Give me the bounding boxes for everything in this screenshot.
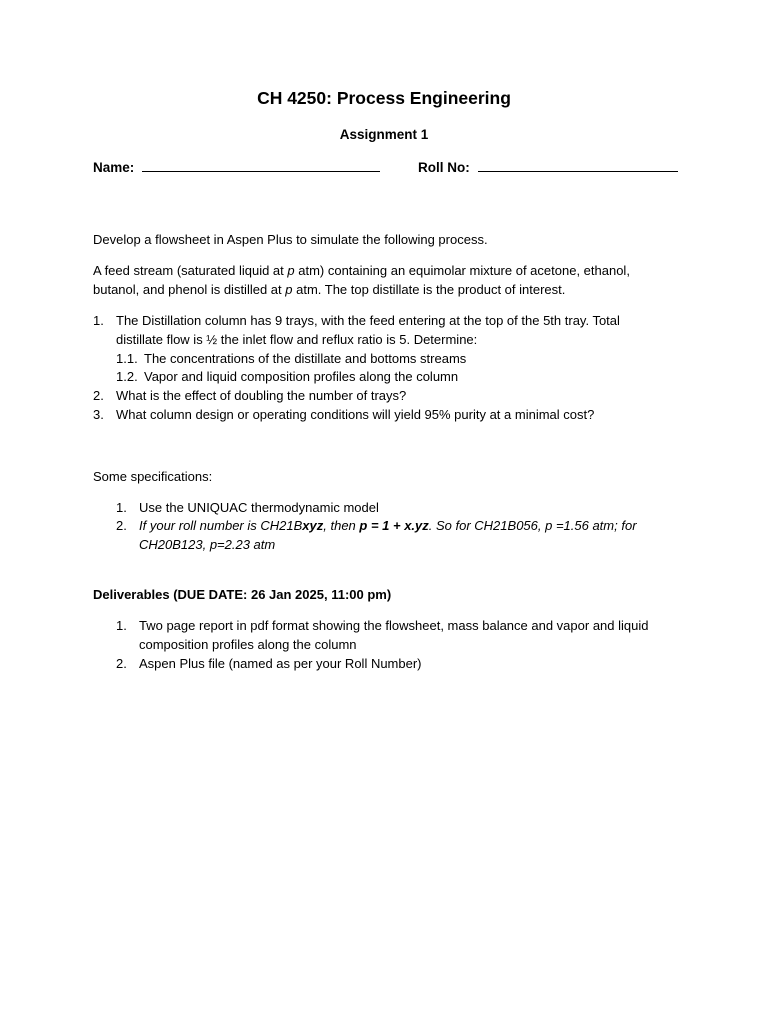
deliverable-number: 2. — [116, 656, 127, 671]
deliverable-number: 1. — [116, 618, 127, 633]
intro-line: Develop a flowsheet in Aspen Plus to simulate the following process. — [93, 232, 488, 247]
deliverable-text: Two page report in pdf format showing the flowsheet, mass balance and vapor and liquid composition profiles along the column — [139, 618, 649, 652]
question-number: 1. — [93, 313, 104, 328]
spec-formula-equation: p = 1 + x.yz — [359, 518, 429, 533]
subquestion-text: The concentrations of the distillate and bottoms streams — [144, 351, 467, 366]
question-number: 3. — [93, 407, 104, 422]
spec-number: 1. — [116, 500, 127, 515]
name-label: Name: — [93, 160, 135, 175]
intro-text-a: A feed stream (saturated liquid at — [93, 263, 288, 278]
spec-formula-c: , then — [323, 518, 360, 533]
subquestion-number: 1.1. — [116, 351, 138, 366]
name-blank-line — [142, 159, 380, 172]
specs-heading: Some specifications: — [93, 469, 213, 484]
roll-blank-line — [478, 159, 678, 172]
question-number: 2. — [93, 388, 104, 403]
intro-text-c: atm. The top distillate is the product of interest. — [292, 282, 566, 297]
question-text: What is the effect of doubling the number of trays? — [116, 388, 407, 403]
page-title: CH 4250: Process Engineering — [257, 88, 511, 108]
intro-p-italic-2: p — [285, 282, 293, 297]
name-field-row — [93, 159, 380, 175]
roll-field-row — [418, 159, 678, 175]
subquestion-text: Vapor and liquid composition profiles along the column — [144, 369, 459, 384]
spec-number: 2. — [116, 518, 127, 533]
spec-text: Use the UNIQUAC thermodynamic model — [139, 500, 379, 515]
spec-formula-a: If your roll number is CH21B — [139, 518, 303, 533]
deliverables-heading: Deliverables (DUE DATE: 26 Jan 2025, 11:00 pm) — [93, 587, 392, 602]
question-text: The Distillation column has 9 trays, with the feed entering at the top of the 5th tray. Total distillate flow is ½ the inlet flow and reflux ratio is 5. Determine: — [116, 313, 620, 347]
intro-paragraph — [93, 261, 673, 299]
roll-label: Roll No: — [418, 160, 470, 175]
deliverable-text: Aspen Plus file (named as per your Roll Number) — [139, 656, 422, 671]
subquestion-number: 1.2. — [116, 369, 138, 384]
intro-text-b: atm) containing an equimolar mixture of acetone, ethanol, butanol, and phenol is distilled at — [93, 263, 630, 297]
assignment-subtitle: Assignment 1 — [339, 127, 429, 142]
spec-formula-xyz: xyz — [302, 518, 324, 533]
spec-formula-example: . So for CH21B056, p =1.56 atm; for CH20B123, p=2.23 atm — [139, 518, 637, 552]
spec-text-roll-formula — [139, 516, 639, 554]
intro-p-italic-1: p — [287, 263, 295, 278]
question-text: What column design or operating conditions will yield 95% purity at a minimal cost? — [116, 407, 595, 422]
